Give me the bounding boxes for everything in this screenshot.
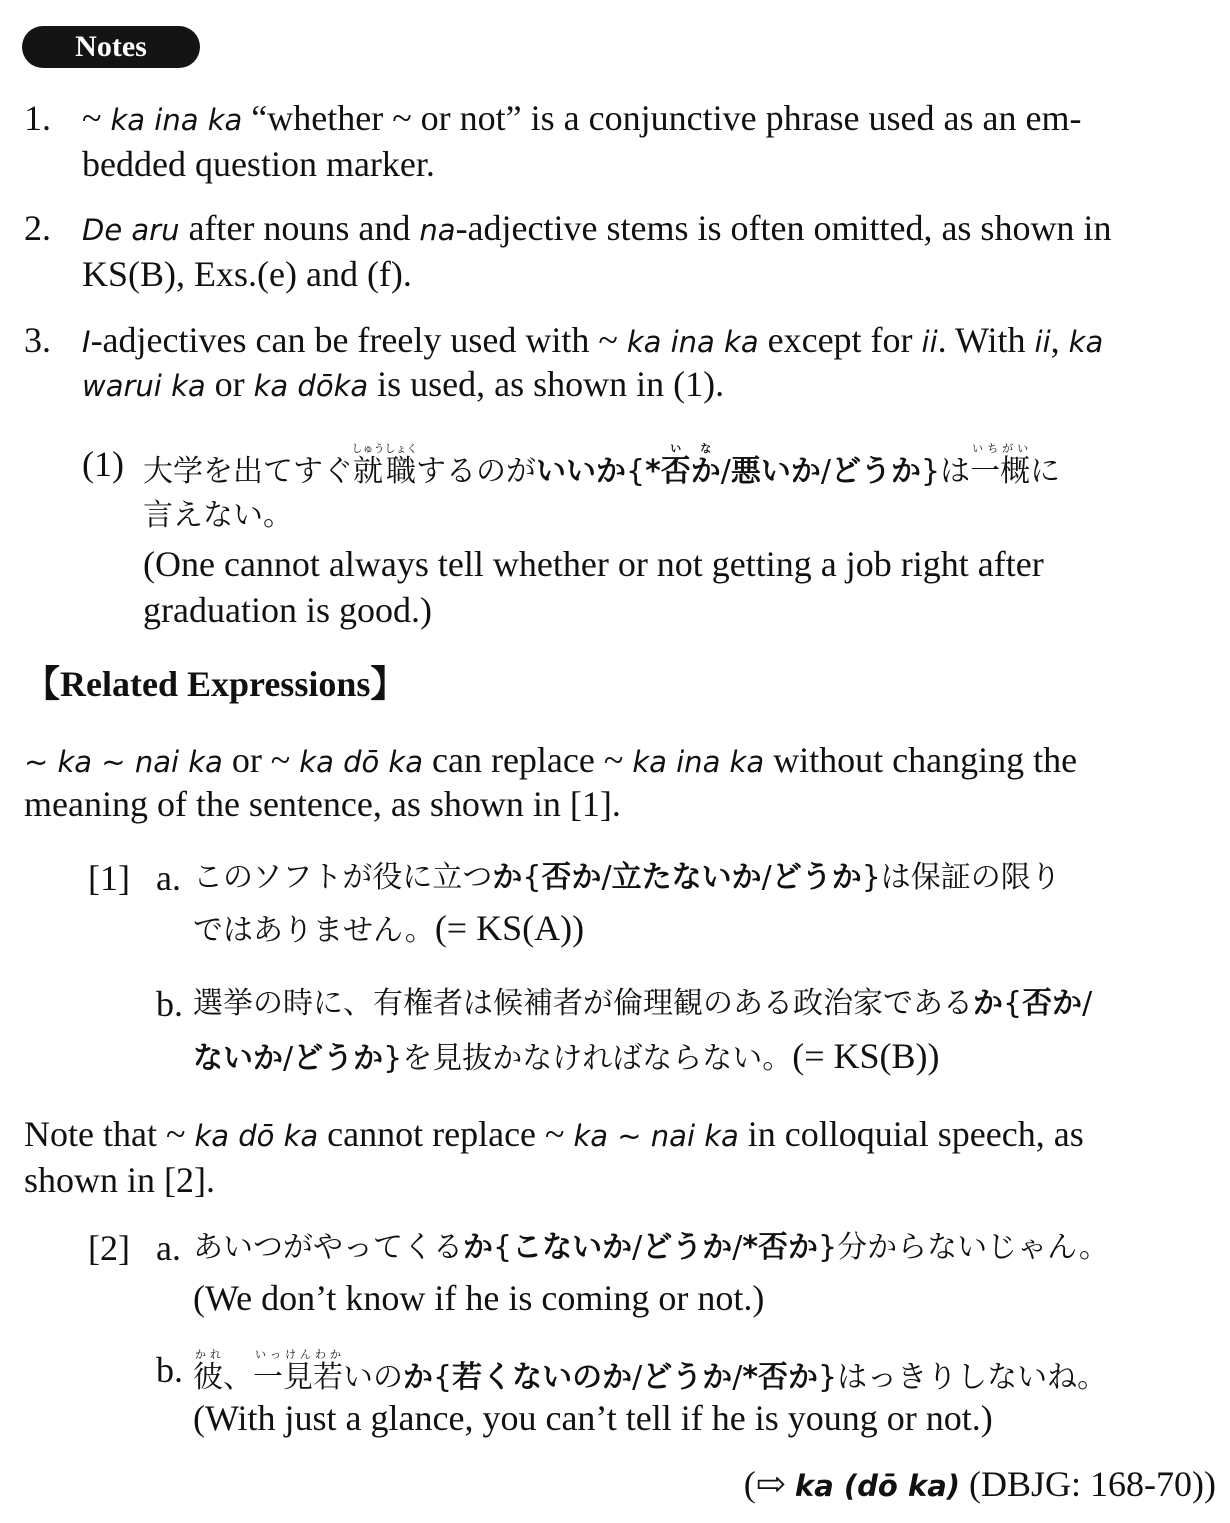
note-1-line-1: ~ ka ina ka “whether ~ or not” is a conjunctive phrase used as an em-	[82, 98, 1082, 138]
note-2-line-2: KS(B), Exs.(e) and (f).	[82, 254, 412, 294]
note-3-number: 3.	[24, 320, 51, 360]
related-example-1a-line-1: このソフトが役に立つか{否か/立たないか/どうか}は保証の限り	[193, 860, 1061, 895]
example-1-japanese-line-2: 言えない。	[143, 498, 293, 533]
related-example-2b-label: b.	[156, 1350, 183, 1390]
related-expressions-heading: 【Related Expressions】	[24, 664, 407, 704]
related-paragraph-2-line-2: shown in [2].	[24, 1160, 215, 1200]
note-2-number: 2.	[24, 208, 51, 248]
related-paragraph-2-line-1: Note that ~ ka dō ka cannot replace ~ ka ~ nai ka in colloquial speech, as	[24, 1114, 1084, 1154]
related-example-2a-translation: (We don’t know if he is coming or not.)	[193, 1278, 765, 1318]
related-example-2b-japanese: 彼かれ、一見若いっけんわかいのか{若くないのか/どうか/*否か}はっきりしないね。	[193, 1348, 1108, 1395]
related-example-2a-label: a.	[156, 1228, 181, 1268]
related-example-1b-label: b.	[156, 984, 183, 1024]
note-1-line-2: bedded question marker.	[82, 144, 435, 184]
related-example-1b-line-1: 選挙の時に、有権者は候補者が倫理観のある政治家であるか{否か/	[193, 986, 1093, 1021]
cross-reference: (⇨ ka (dō ka) (DBJG: 168-70))	[743, 1464, 1216, 1504]
related-paragraph-1-line-2: meaning of the sentence, as shown in [1].	[24, 784, 621, 824]
related-example-2-number: [2]	[88, 1228, 130, 1268]
note-2-line-1: De aru after nouns and na-adjective stems is often omitted, as shown in	[82, 208, 1112, 248]
example-1-japanese-line-1: 大学を出てすぐ就職しゅうしょくするのがいいか{*否かいな/悪いか/どうか}は一概いちがいに	[143, 442, 1061, 489]
example-1-translation-line-2: graduation is good.)	[143, 590, 432, 630]
example-1-translation-line-1: (One cannot always tell whether or not getting a job right after	[143, 544, 1044, 584]
notes-badge: Notes	[22, 26, 200, 68]
related-example-1a-label: a.	[156, 858, 181, 898]
related-paragraph-1-line-1: ~ ka ~ nai ka or ~ ka dō ka can replace ~ ka ina ka without changing the	[24, 740, 1078, 780]
related-example-2b-translation: (With just a glance, you can’t tell if he is young or not.)	[193, 1398, 993, 1438]
note-3-line-1: I-adjectives can be freely used with ~ ka ina ka except for ii. With ii, ka	[82, 320, 1104, 360]
related-example-1-number: [1]	[88, 858, 130, 898]
related-example-1b-line-2: ないか/どうか}を見抜かなければならない。(= KS(B))	[193, 1036, 940, 1076]
note-1-number: 1.	[24, 98, 51, 138]
example-1-number: (1)	[82, 444, 124, 484]
note-3-line-2: warui ka or ka dōka is used, as shown in (1).	[82, 364, 725, 404]
related-example-1a-line-2: ではありません。(= KS(A))	[193, 908, 585, 948]
related-example-2a-japanese: あいつがやってくるか{こないか/どうか/*否か}分からないじゃん。	[193, 1230, 1109, 1265]
